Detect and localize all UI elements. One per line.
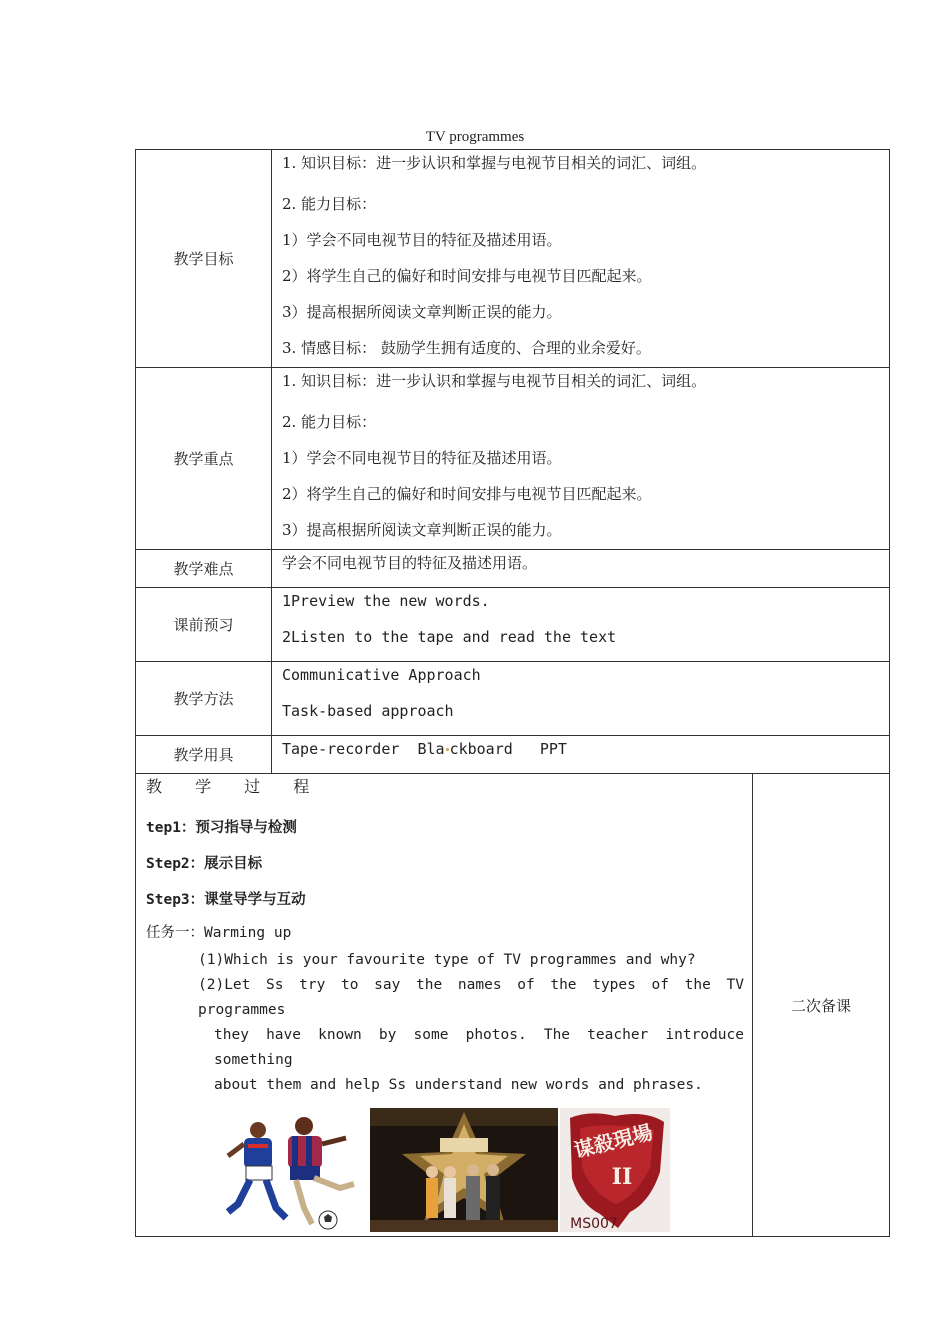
award-ceremony-photo [370,1108,558,1232]
question-2-text: about them and help Ss understand new words and phrases. [214,1077,703,1093]
label-difficulties: 教学难点 [136,550,272,588]
page-title: TV programmes [425,129,525,145]
tools-text-part: ckboard PPT [449,740,567,758]
row-preview [136,588,890,662]
key-point-line: 3）提高根据所阅读文章判断正误的能力。 [282,521,562,539]
content-methods [272,662,890,736]
step-1: tep1：预习指导与检测 [146,820,297,836]
lesson-plan-table [135,149,890,1237]
content-process [136,774,753,1237]
label-preview: 课前预习 [136,588,272,662]
label-objectives: 教学目标 [136,150,272,368]
content-key-points [272,368,890,550]
football-photo [220,1108,368,1232]
row-tools [136,736,890,774]
question-1-text: (1)Which is your favourite type of TV programmes and why? [198,952,696,968]
preview-line: 1Preview the new words. [282,592,490,610]
difficulty-text: 学会不同电视节目的特征及描述用语。 [282,554,538,572]
method-line: Task-based approach [282,702,454,720]
step-2: Step2：展示目标 [146,856,263,872]
objective-line: 3）提高根据所阅读文章判断正误的能力。 [282,303,562,321]
content-tools [272,736,890,774]
label-tools: 教学用具 [136,736,272,774]
row-methods [136,662,890,736]
key-point-line: 1. 知识目标：进一步认识和掌握与电视节目相关的词汇、词组。 [282,372,707,390]
row-difficulties [136,550,890,588]
question-2-text: they have known by some photos. The teacher introduce something [214,1027,744,1068]
tools-text [282,736,879,762]
football-players-illustration [220,1108,368,1232]
key-point-line: 1）学会不同电视节目的特征及描述用语。 [282,449,562,467]
key-point-line: 2）将学生自己的偏好和时间安排与电视节目匹配起来。 [282,485,652,503]
row-objectives [136,150,890,368]
label-key-points: 教学重点 [136,368,272,550]
crime-code-text: MS007 [570,1216,618,1232]
watermark-dot [446,748,449,751]
content-difficulties [272,550,890,588]
question-2 [146,973,744,1098]
photo-strip [220,1108,744,1236]
question-2-text: (2)Let Ss try to say the names of the types of the TV programmes [198,977,744,1018]
key-point-line: 2. 能力目标： [282,413,377,431]
crime-poster-illustration [560,1108,670,1232]
crime-title-text: 谋殺現場 [571,1119,656,1163]
objective-line: 3. 情感目标： 鼓励学生拥有适度的、合理的业余爱好。 [282,339,651,357]
process-heading: 教 学 过 程 [146,777,324,796]
objective-line: 2）将学生自己的偏好和时间安排与电视节目匹配起来。 [282,267,652,285]
preview-line: 2Listen to the tape and read the text [282,628,617,646]
content-preview [272,588,890,662]
step-3: Step3：课堂导学与互动 [146,892,306,908]
objective-line: 2. 能力目标： [282,195,377,213]
second-prep-note: 二次备课 [753,774,890,1237]
method-line: Communicative Approach [282,666,481,684]
crime-number-text: II [611,1164,633,1190]
question-1 [146,948,744,973]
objective-line: 1. 知识目标：进一步认识和掌握与电视节目相关的词汇、词组。 [282,154,707,172]
tools-text-part: Tape-recorder Bla [282,740,445,758]
row-key-points [136,368,890,550]
award-stage-illustration [370,1108,558,1232]
label-methods: 教学方法 [136,662,272,736]
content-objectives [272,150,890,368]
task-1: 任务一：Warming up [146,925,292,941]
crime-drama-poster [560,1108,670,1232]
objective-line: 1）学会不同电视节目的特征及描述用语。 [282,231,562,249]
row-process [136,774,890,1237]
